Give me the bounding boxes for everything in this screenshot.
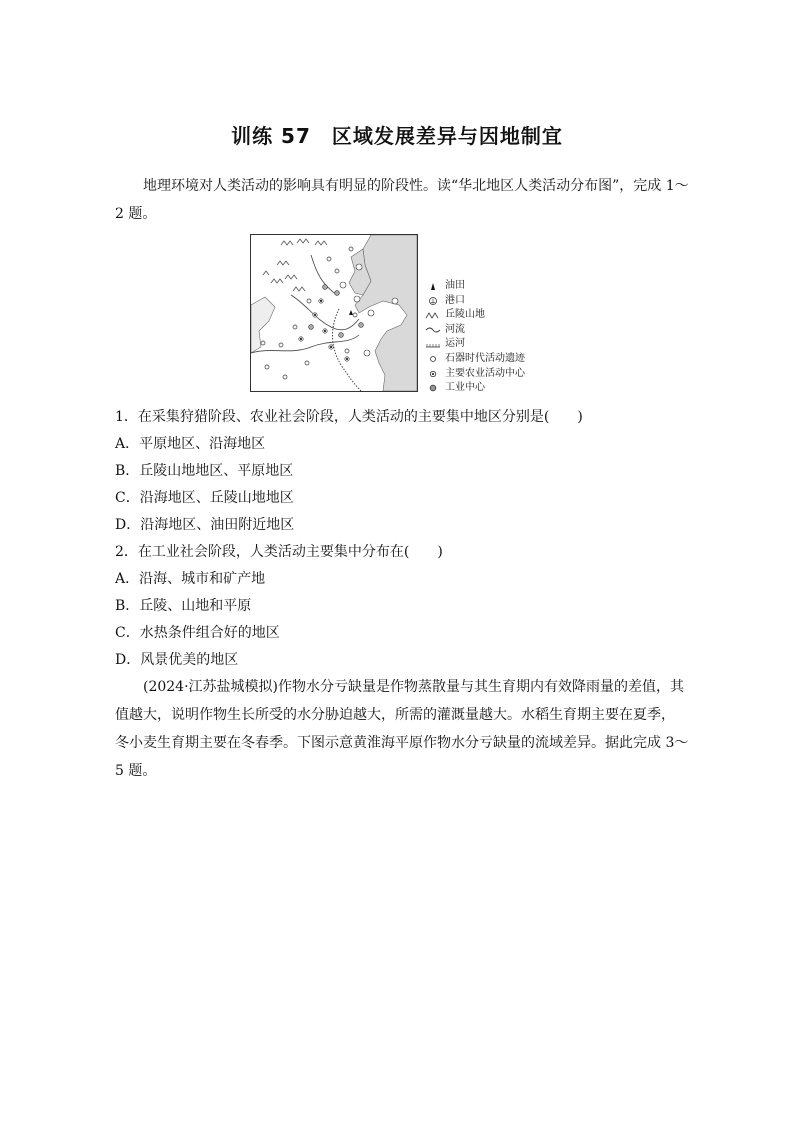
page-title: 训练 57 区域发展差异与因地制宜 <box>231 124 563 148</box>
river-icon <box>425 324 441 336</box>
map-legend <box>425 279 525 396</box>
industry-center-icon <box>425 382 441 394</box>
q1-option-a: A．平原地区、沿海地区 <box>115 436 266 452</box>
q1-stem: 1．在采集狩猎阶段、农业社会阶段，人类活动的主要集中地区分别是( ) <box>115 409 583 425</box>
q2-option-c: C．水热条件组合好的地区 <box>115 625 280 641</box>
legend-row-port <box>425 294 525 309</box>
legend-row-industry <box>425 381 525 396</box>
oilfield-marker <box>349 310 353 315</box>
canal-icon <box>425 339 441 351</box>
legend-label: 河流 <box>445 323 465 335</box>
q2-option-b: B．丘陵、山地和平原 <box>115 598 252 614</box>
legend-row-agri <box>425 367 525 382</box>
legend-label: 丘陵山地 <box>445 309 485 321</box>
legend-row-river <box>425 323 525 338</box>
hills-icon <box>425 309 441 321</box>
q1-option-b: B．丘陵山地地区、平原地区 <box>115 463 294 479</box>
legend-label: 运河 <box>445 338 465 350</box>
passage2-line2: 值越大，说明作物生长所受的水分胁迫越大，所需的灌溉量越大。水稻生育期主要在夏季， <box>115 707 675 723</box>
q2-option-d: D．风景优美的地区 <box>115 652 239 668</box>
q2-option-a: A．沿海、城市和矿产地 <box>115 571 266 587</box>
agri-center-icon <box>425 368 441 380</box>
passage2-line1: (2024·江苏盐城模拟)作物水分亏缺量是作物蒸散量与其生育期内有效降雨量的差值，其 <box>143 679 685 695</box>
legend-label: 油田 <box>445 280 465 291</box>
legend-label: 工业中心 <box>445 382 485 394</box>
intro-text: 地理环境对人类活动的影响具有明显的阶段性。读“华北地区人类活动分布图”，完成 1～2 题。 <box>115 178 689 222</box>
legend-label: 主要农业活动中心 <box>445 367 525 379</box>
legend-label: 石器时代活动遗迹 <box>445 352 525 364</box>
hills-symbols <box>263 239 327 291</box>
stone-age-sites <box>261 247 357 379</box>
passage2-line3: 冬小麦生育期主要在冬春季。下图示意黄淮海平原作物水分亏缺量的流域差异。据此完成 3～ <box>115 735 689 751</box>
port-icon <box>425 295 441 307</box>
q2-stem: 2．在工业社会阶段，人类活动主要集中分布在( ) <box>115 544 443 560</box>
legend-row-canal <box>425 337 525 352</box>
legend-row-hills <box>425 308 525 323</box>
q1-option-c: C．沿海地区、丘陵山地地区 <box>115 490 294 506</box>
legend-row-stone-age <box>425 352 525 367</box>
oilfield-icon <box>425 280 441 292</box>
passage2-line4: 5 题。 <box>115 763 157 779</box>
map-drawing <box>251 235 417 391</box>
q1-option-d: D．沿海地区、油田附近地区 <box>115 517 295 533</box>
stone-age-site-icon <box>425 353 441 365</box>
legend-label: 港口 <box>445 294 465 306</box>
legend-row-oilfield <box>425 279 525 294</box>
north-china-map <box>250 234 418 392</box>
